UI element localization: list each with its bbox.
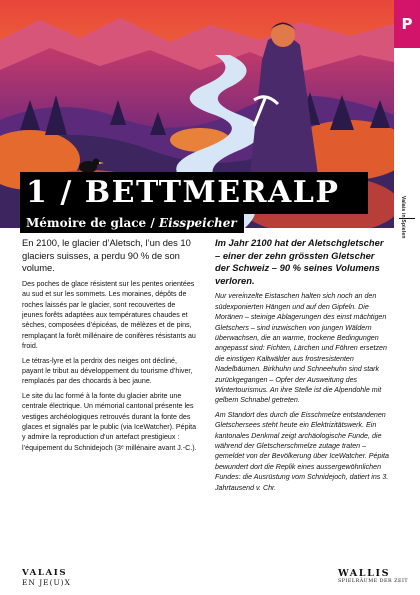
section-badge: P [394, 0, 420, 48]
subtitle-fr: Mémoire de glace / [26, 216, 159, 230]
french-lead: En 2100, le glacier d’Aletsch, l’un des 10 glaciers suisses, a perdu 90 % de son volume. [22, 237, 191, 274]
page-title: 1 / BETTMERALP [26, 175, 340, 210]
side-label [400, 196, 406, 236]
german-column [215, 237, 391, 497]
footer-logo-de [338, 568, 408, 585]
german-paragraph-1: Nur vereinzelte Eistaschen halten sich noch an den südexponierten Hängen und auf den Gipfeln. Die Moränen – steinige Ablagerungen des einst mächtigen Gletschers – sind inzwischen von jungen Wäldern überwachsen, die an warme, trockene Bedingungen angepasst sind: Fichten, Lärchen und Föhren ersetzen die einstigen Kaltwälder aus frostresistenten Nadelbäumen. Birkhuhn und Schneehuhn sind stark zurückgegangen – Opfer der Ausweitung des Wintertourismus. An ihre Stelle ist die Alpendohle mit gelbem Schnabel getreten. [215, 292, 387, 405]
footer-logo-fr [22, 568, 71, 587]
footer-de-subtitle: SPIELRÄUME DER ZEIT [338, 579, 409, 584]
french-paragraph-2: Le tétras-lyre et la perdrix des neiges ont décliné, payant le tribut au développement du tourisme d’hiver, remplacés par des chocards à bec jaune. [22, 356, 193, 386]
footer-fr-subtitle: EN JE(U)X [22, 578, 71, 587]
french-paragraph-1: Des poches de glace résistent sur les pentes orientées au sud et sur les sommets. Les moraines, dépôts de roches laissés par le glacier, sont recouvertes de jeunes forêts adaptées aux températures chaudes et sèches, composées d’épicéas, de mélèzes et de pins, remplaçant la forêt millénaire de conifères résistants au froid. [22, 279, 196, 351]
german-paragraph-2: Am Standort des durch die Eisschmelze entstandenen Gletschersees steht heute ein Elektrizitätswerk. Ein kantonales Denkmal zeigt archäologische Funde, die während der Gletscherschmelze zutage traten – gemeldet von der Bevölkerung über IceWatcher. Pépita bewundert dort die Replik eines aussergewöhnlichen Fundes: die Ausrüstung vom Schnidejoch, datiert ins 3. Jahrtausend v. Chr. [215, 410, 389, 492]
french-paragraph-3: Le site du lac formé à la fonte du glacier abrite une centrale électrique. Un mémorial cantonal présente les vestiges archéologiques retrouvés durant la fonte des glaces et signalés par le public (via IceWatcher). Pépita y admire la reproduction d’un artefact prestigieux : l’équipement du Schnidejoch (3ᵉ millénaire avant J.-C.). [22, 391, 197, 452]
divider [399, 218, 415, 219]
subtitle-de: Eisspeicher [158, 216, 237, 230]
footer-fr-title: VALAIS [22, 568, 68, 578]
page-subtitle [26, 214, 237, 233]
german-lead: Im Jahr 2100 hat der Aletschgletscher – einer der zehn grössten Gletscher der Schweiz – 90 % seines Volumens verloren. [215, 237, 384, 286]
right-strip [394, 0, 420, 595]
french-column [22, 237, 198, 457]
footer-de-title: WALLIS [338, 568, 391, 579]
